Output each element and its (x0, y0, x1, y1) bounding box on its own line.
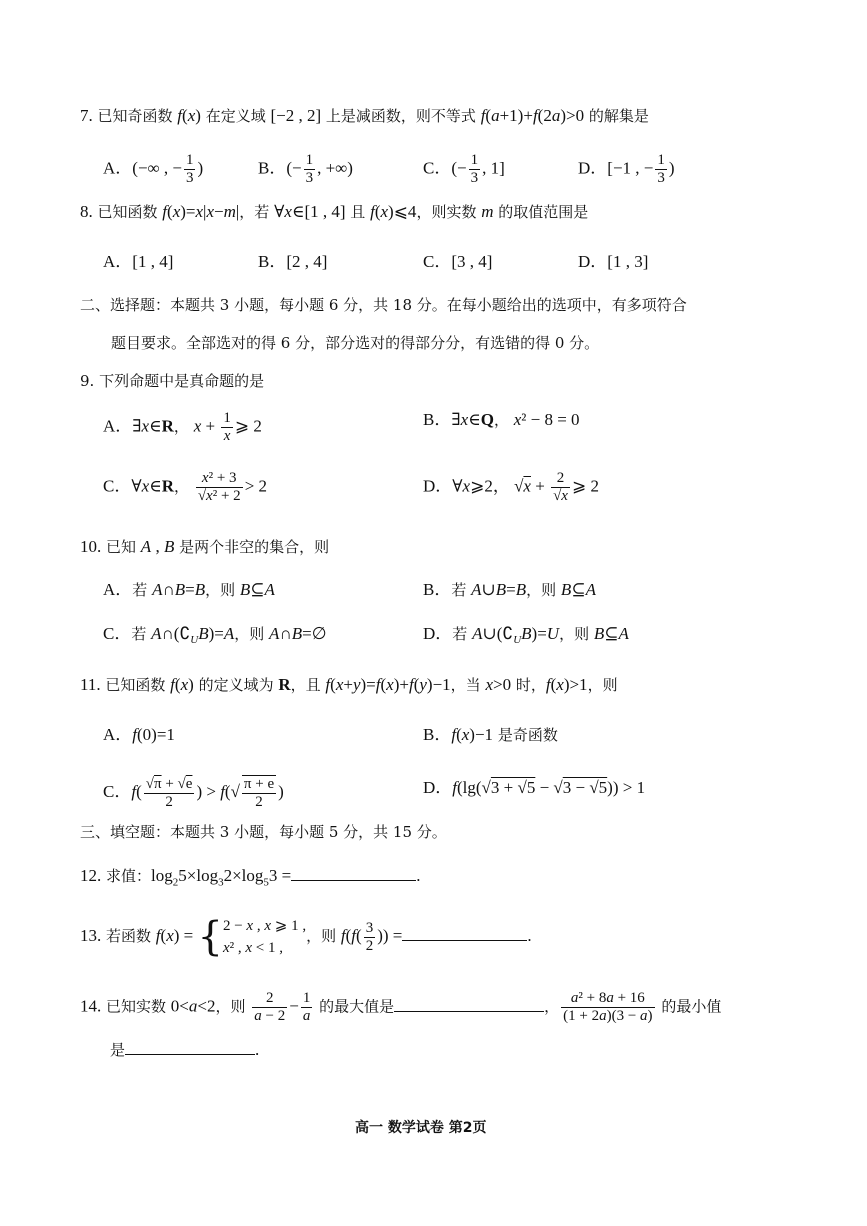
q13-answer-blank[interactable] (402, 926, 527, 941)
q13-stem: 13. 若函数 f(x) = { 2 − x , x ⩾ 1 , x² , x < 1 , ，则 f(f( $\frac{3}{2}$ )) = . (80, 914, 532, 960)
q11-stem: 11. 已知函数 f(x) 的定义域为 R，且 f(x+y)=f(x)+f(y)−1，当 x>0 时，f(x)>1，则 (80, 675, 618, 694)
page-footer: 高一 数学试卷 第2页 (355, 1120, 487, 1136)
q11-option-a: A．f(0)=1 (103, 725, 175, 744)
q11-option-d: D．f(lg(√3 + √5 − √3 − √5)) > 1 (423, 778, 646, 797)
q14-max-blank[interactable] (394, 997, 544, 1012)
q10-option-d: D．若 $A\cup(∁_UB)=U$，则 B⊆A (423, 624, 629, 646)
q14-stem-cont: 是 . (110, 1040, 260, 1059)
q11-option-b: B．f(x)−1 是奇函数 (423, 725, 558, 744)
q8-option-a: A．[1 , 4] (103, 252, 174, 271)
q9-option-d: D．∀x⩾2， √x + $\frac{2}{√x}$ ⩾ 2 (423, 470, 599, 504)
q12-stem: 12. 求值：$\log_25\times\log_32\times\log_53$ = . (80, 866, 421, 889)
q7-stem: 7. 已知奇函数 f(x) 在定义域 [−2 , 2] 上是减函数，则不等式 f(a+1)+f(2a)>0 的解集是 (80, 106, 649, 125)
q9-option-b: B．∃x∈Q， x² − 8 = 0 (423, 410, 580, 429)
q14-stem: 14. 已知实数 0<a<2，则 $\frac{2}{a - 2}$ − $\frac{1}{a}$ 的最大值是 ， $\frac{\text{a² + 8a + 16}}{(1 + 2a)(3 - a)}$ 的最小值 (80, 990, 722, 1024)
q10-option-b: B．若 A∪B=B，则 B⊆A (423, 580, 596, 599)
q7-option-a: A．(−∞ , − $\frac{1}{3}$ ) (103, 152, 204, 186)
q9-stem: 9. 下列命题中是真命题的是 (80, 372, 265, 390)
q8-option-c: C．[3 , 4] (423, 252, 493, 271)
q10-stem: 10. 已知 A , B 是两个非空的集合，则 (80, 537, 330, 556)
q12-answer-blank[interactable] (291, 866, 416, 881)
q7-option-b: B．(− $\frac{1}{3}$ , +∞) (258, 152, 353, 186)
section3-heading: 三、填空题：本题共 3 小题，每小题 5 分，共 15 分。 (80, 823, 447, 841)
q14-min-blank[interactable] (125, 1040, 255, 1055)
q8-stem: 8. 已知函数 f(x)=x|x−m|，若 ∀x∈[1 , 4] 且 f(x)⩽4，则实数 m 的取值范围是 (80, 202, 589, 221)
q7-option-d: D．[−1 , − $\frac{1}{3}$ ) (578, 152, 675, 186)
q9-option-a: A．∃x∈R， x + $\frac{1}{x}$ ⩾ 2 (103, 410, 262, 444)
q11-option-c: C．f( $\frac{√\pi + √e}{2}$ ) > f(√ $\frac{\pi + e}{2}$ ) (103, 775, 284, 810)
q7-option-c: C．(− $\frac{1}{3}$ , 1] (423, 152, 505, 186)
q9-option-c: C．∀x∈R， $\frac{\text{x² + 3}}{\text{√x² + 2}}$ > 2 (103, 470, 268, 504)
q8-option-b: B．[2 , 4] (258, 252, 328, 271)
q10-option-c: C．若 $A\cap(∁_UB)=A$，则 A∩B=∅ (103, 624, 327, 646)
section2-heading-line1: 二、选择题：本题共 3 小题，每小题 6 分，共 18 分。在每小题给出的选项中，有多项符合 (80, 296, 687, 314)
section2-heading-line2: 题目要求。全部选对的得 6 分，部分选对的得部分分，有选错的得 0 分。 (111, 334, 600, 352)
q10-option-a: A．若 A∩B=B，则 B⊆A (103, 580, 275, 599)
q8-option-d: D．[1 , 3] (578, 252, 649, 271)
